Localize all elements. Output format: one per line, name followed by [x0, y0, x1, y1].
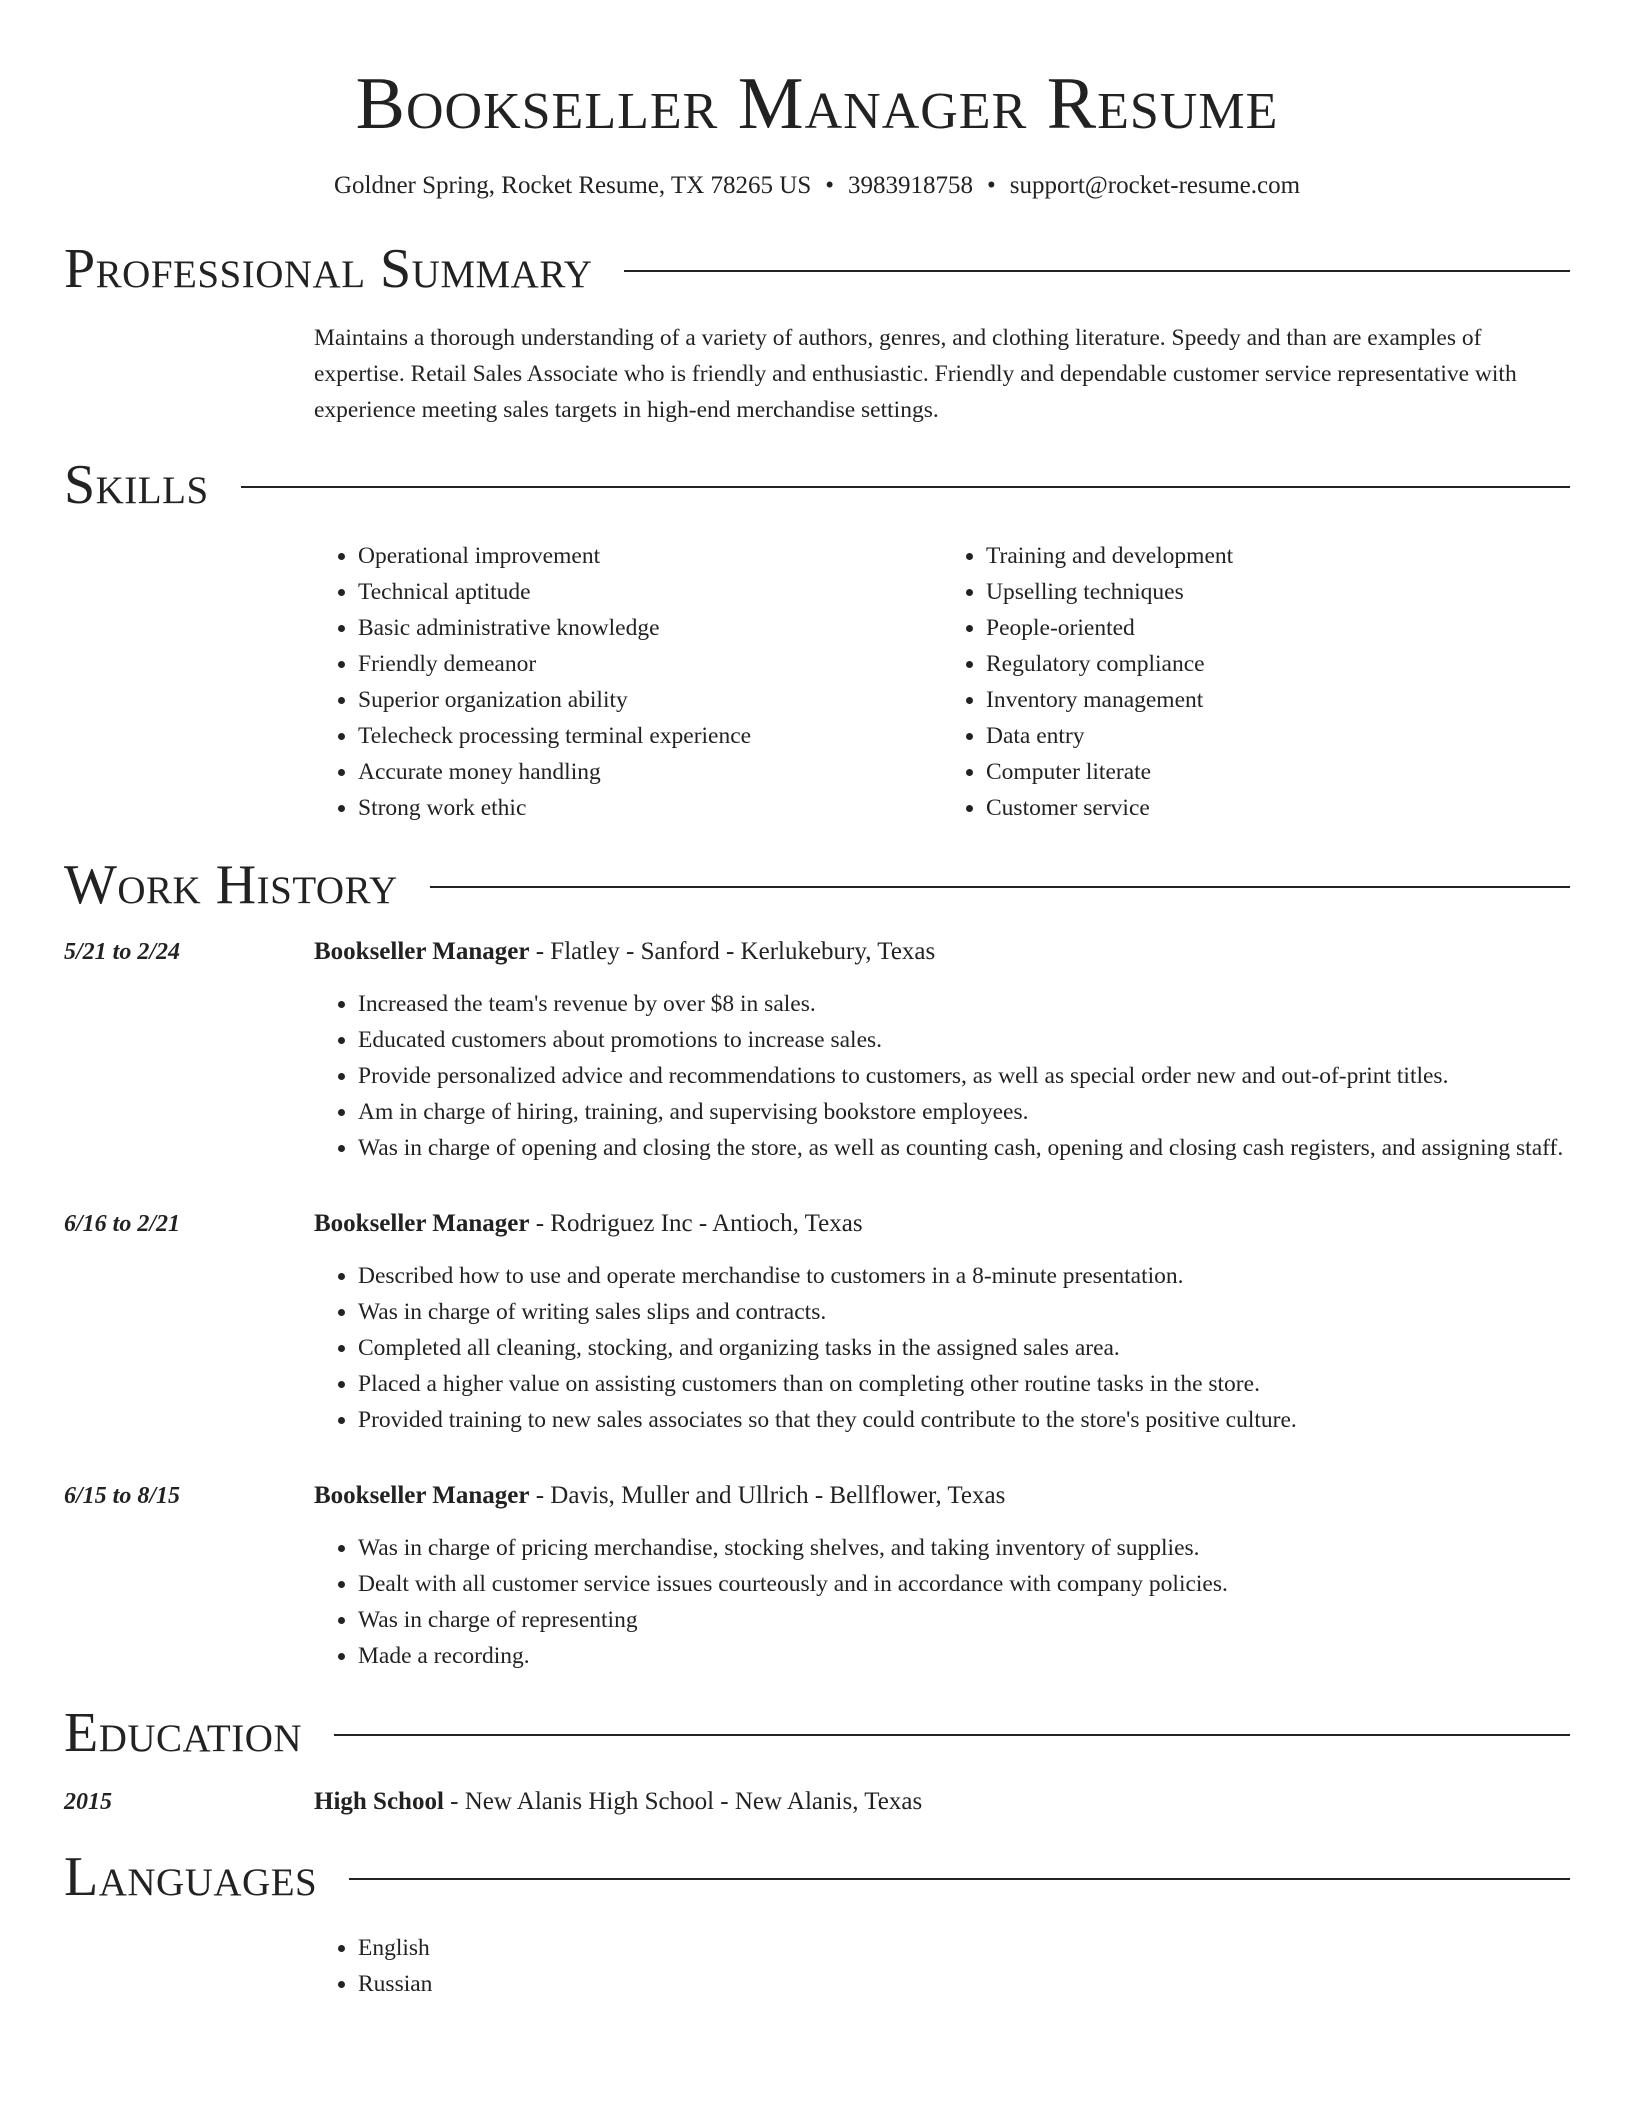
contact-phone: 3983918758: [848, 172, 973, 199]
education-heading: Education: [64, 1702, 303, 1764]
job-duty: • Was in charge of writing sales slips and contracts.: [358, 1294, 1570, 1330]
languages-heading: Languages: [64, 1846, 318, 1908]
job-employer: - Davis, Muller and Ullrich - Bellflower, Texas: [529, 1482, 1006, 1509]
skill-item: • Upselling techniques: [986, 574, 1570, 610]
job-duty: • Made a recording.: [358, 1638, 1570, 1674]
skill-item: • Training and development: [986, 538, 1570, 574]
job-duties: [314, 1258, 1570, 1438]
skills-columns: [314, 538, 1570, 826]
language-item: • English: [358, 1930, 1570, 1966]
skills-section-header: [64, 452, 1570, 518]
education-section-header: [64, 1700, 1570, 1766]
job-heading: [314, 1478, 1570, 1514]
languages-section-header: [64, 1844, 1570, 1910]
contact-line: [64, 168, 1570, 204]
job-heading: [314, 1206, 1570, 1242]
work-heading: Work History: [64, 854, 398, 916]
skills-list-right: [942, 538, 1570, 826]
job-heading: [314, 934, 1570, 970]
job-duty: • Increased the team's revenue by over $8 in sales.: [358, 986, 1570, 1022]
skill-item: • Basic administrative knowledge: [358, 610, 942, 646]
skill-item: • Telecheck processing terminal experience: [358, 718, 942, 754]
job-dates: 5/21 to 2/24: [64, 939, 181, 965]
skill-item: • Friendly demeanor: [358, 646, 942, 682]
skill-item: • Customer service: [986, 790, 1570, 826]
section-divider: [334, 1734, 1570, 1736]
job-duty: • Placed a higher value on assisting customers than on completing other routine tasks in the store.: [358, 1366, 1570, 1402]
skills-list-left: [314, 538, 942, 826]
skill-item: • Accurate money handling: [358, 754, 942, 790]
summary-section-header: [64, 236, 1570, 302]
contact-email: support@rocket-resume.com: [1009, 172, 1301, 199]
job-duty: • Provided training to new sales associates so that they could contribute to the store's positive culture.: [358, 1402, 1570, 1438]
job-duties: [314, 986, 1570, 1166]
languages-block: [314, 1930, 1570, 2002]
job-duty: • Provide personalized advice and recommendations to customers, as well as special order new and out-of-print titles.: [358, 1058, 1570, 1094]
job-entry: [64, 934, 1570, 1166]
job-duty: • Educated customers about promotions to increase sales.: [358, 1022, 1570, 1058]
education-heading-line: [314, 1784, 1570, 1820]
resume-title: Bookseller Manager Resume: [355, 63, 1279, 145]
skill-item: • Regulatory compliance: [986, 646, 1570, 682]
section-divider: [624, 270, 1570, 272]
skill-item: • Computer literate: [986, 754, 1570, 790]
section-divider: [430, 886, 1570, 888]
skill-item: • Superior organization ability: [358, 682, 942, 718]
contact-separator: •: [825, 172, 834, 199]
skill-item: • Strong work ethic: [358, 790, 942, 826]
job-duty: • Was in charge of pricing merchandise, stocking shelves, and taking inventory of supplies.: [358, 1530, 1570, 1566]
job-duty: • Dealt with all customer service issues courteously and in accordance with company policies.: [358, 1566, 1570, 1602]
job-employer: - Flatley - Sanford - Kerlukebury, Texas: [529, 938, 936, 965]
section-divider: [349, 1878, 1570, 1880]
contact-separator: •: [987, 172, 996, 199]
skill-item: • Inventory management: [986, 682, 1570, 718]
skill-item: • Technical aptitude: [358, 574, 942, 610]
summary-text: Maintains a thorough understanding of a variety of authors, genres, and clothing literature. Speedy and than are examples of expertise. Retail Sales Associate who is friendly and enthusiastic. Friendly and dependable customer service representative with experience meeting sales targets in high-end merchandise settings.: [314, 325, 1517, 423]
job-duty: • Described how to use and operate merchandise to customers in a 8-minute presentation.: [358, 1258, 1570, 1294]
job-duty: • Am in charge of hiring, training, and supervising bookstore employees.: [358, 1094, 1570, 1130]
job-dates: 6/15 to 8/15: [64, 1483, 181, 1509]
job-entry: [64, 1478, 1570, 1674]
skills-heading: Skills: [64, 454, 209, 516]
work-section-header: [64, 852, 1570, 918]
skill-item: • Data entry: [986, 718, 1570, 754]
summary-heading: Professional Summary: [64, 238, 593, 300]
job-entry: [64, 1206, 1570, 1438]
job-title: Bookseller Manager: [314, 1482, 530, 1509]
job-duties: [314, 1530, 1570, 1674]
job-employer: - Rodriguez Inc - Antioch, Texas: [529, 1210, 863, 1237]
languages-list: [314, 1930, 1570, 2002]
section-divider: [241, 486, 1570, 488]
job-dates: 6/16 to 2/21: [64, 1211, 181, 1237]
job-duty: • Completed all cleaning, stocking, and organizing tasks in the assigned sales area.: [358, 1330, 1570, 1366]
contact-address: Goldner Spring, Rocket Resume, TX 78265 US: [333, 172, 812, 199]
job-duty: • Was in charge of opening and closing the store, as well as counting cash, opening and closing cash registers, and assigning staff.: [358, 1130, 1570, 1166]
job-title: Bookseller Manager: [314, 1210, 530, 1237]
education-year: 2015: [64, 1789, 112, 1815]
language-item: • Russian: [358, 1966, 1570, 2002]
education-entry: [64, 1784, 1570, 1820]
skill-item: • People-oriented: [986, 610, 1570, 646]
education-degree: High School: [314, 1788, 444, 1815]
job-duty: • Was in charge of representing: [358, 1602, 1570, 1638]
job-title: Bookseller Manager: [314, 938, 530, 965]
education-school: - New Alanis High School - New Alanis, Texas: [443, 1788, 923, 1815]
skill-item: • Operational improvement: [358, 538, 942, 574]
